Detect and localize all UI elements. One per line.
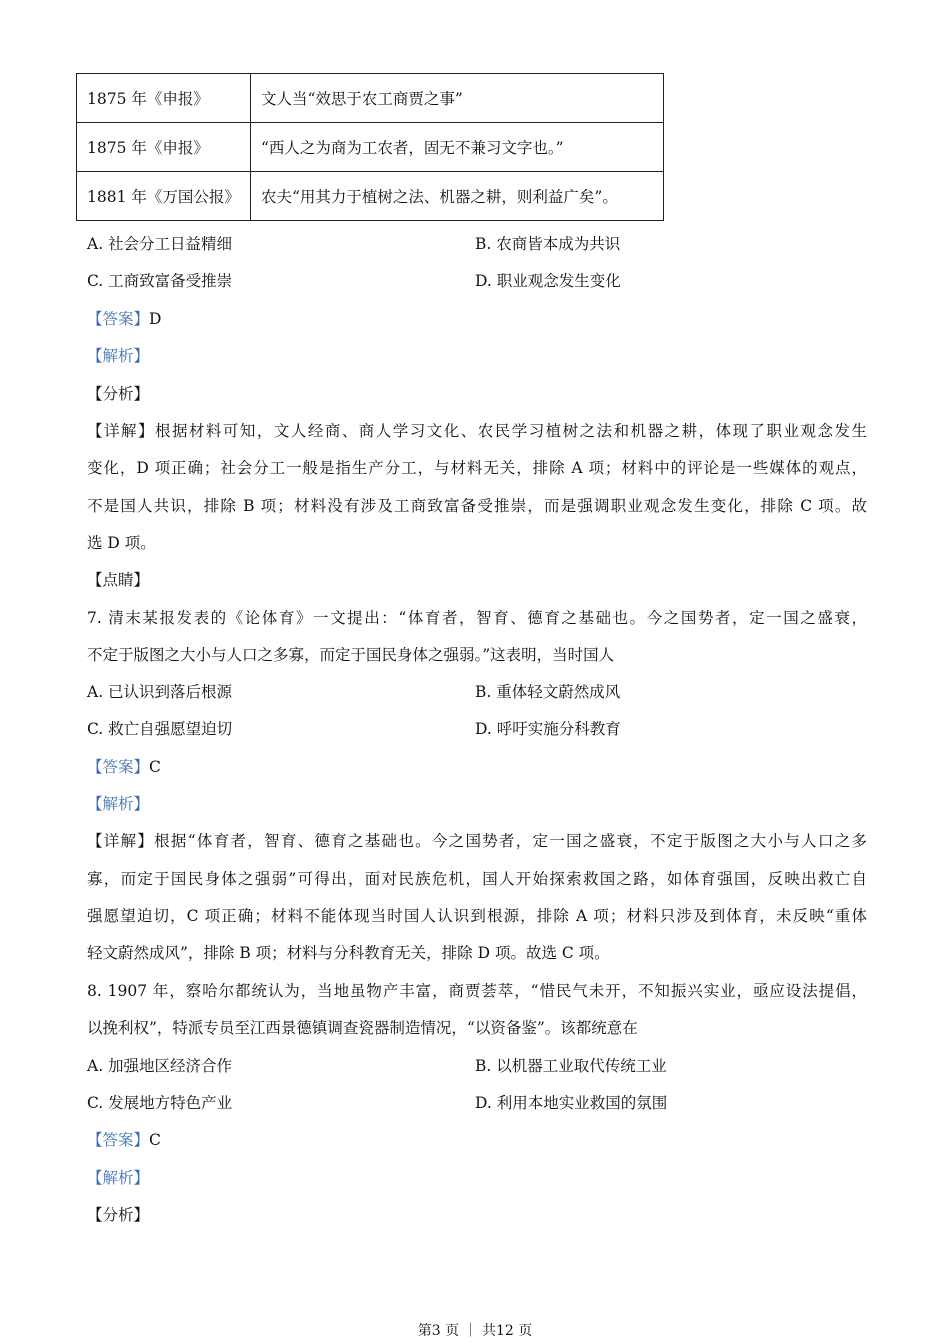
answer-tag: 【答案】 [87, 310, 150, 328]
q6-fenxi-heading [87, 384, 867, 404]
q7-detail-line-1 [87, 831, 867, 851]
q8-option-d: D. 利用本地实业救国的氛围 [475, 1094, 668, 1112]
q6-option-d: D. 职业观念发生变化 [475, 272, 621, 290]
q6-detail-line-4: 选 D 项。 [87, 534, 156, 552]
answer-tag: 【答案】 [87, 1131, 150, 1149]
q7-option-c: C. 救亡自强愿望迫切 [87, 720, 233, 738]
q8-option-a: A. 加强地区经济合作 [87, 1057, 233, 1075]
q7-detail-line-3: 强愿望迫切，C 项正确；材料不能体现当时国人认识到根源，排除 A 项；材料只涉及到体育，未反映“重体 [87, 907, 867, 925]
answer-value: C [149, 1131, 161, 1149]
table-cell-content: 文人当“效思于农工商贾之事” [251, 74, 664, 123]
q7-option-a: A. 已认识到落后根源 [87, 683, 233, 701]
analysis-tag: 【解析】 [87, 1169, 150, 1187]
table-row [77, 74, 664, 123]
q8-option-c: C. 发展地方特色产业 [87, 1094, 233, 1112]
q6-option-b: B. 农商皆本成为共识 [475, 235, 621, 253]
q7-detail-line-4: 轻文蔚然成风”，排除 B 项；材料与分科教育无关，排除 D 项。故选 C 项。 [87, 944, 610, 962]
table-row [77, 123, 664, 172]
q6-option-a: A. 社会分工日益精细 [87, 235, 233, 253]
answer-tag: 【答案】 [87, 758, 150, 776]
table-cell-source: 1881 年《万国公报》 [77, 172, 251, 221]
fenxi-tag: 【分析】 [87, 1206, 150, 1224]
q8-stem-line-2: 以挽利权”，特派专员至江西景德镇调查瓷器制造情况，“以资备鉴”。该都统意在 [87, 1019, 638, 1037]
source-table [76, 73, 664, 221]
q7-analysis-heading [87, 794, 867, 814]
q7-detail-line-2: 寡，而定于国民身体之强弱”可得出，面对民族危机，国人开始探索救国之路，如体育强国，反映出救亡自 [87, 870, 867, 888]
table-cell-source: 1875 年《申报》 [77, 123, 251, 172]
fenxi-tag: 【分析】 [87, 385, 150, 403]
analysis-tag: 【解析】 [87, 795, 150, 813]
q7-stem-line-2: 不定于版图之大小与人口之多寡，而定于国民身体之强弱。”这表明，当时国人 [87, 646, 615, 664]
detail-tag: 【详解】 [87, 832, 155, 850]
table-cell-content: “西人之为商为工农者，固无不兼习文字也。” [251, 123, 664, 172]
q6-answer [87, 309, 867, 329]
analysis-tag: 【解析】 [87, 347, 150, 365]
detail-text: 根据材料可知，文人经商、商人学习文化、农民学习植树之法和机器之耕，体现了职业观念发生 [154, 422, 867, 440]
table-cell-content: 农夫“用其力于植树之法、机器之耕，则利益广矣”。 [251, 172, 664, 221]
detail-tag: 【详解】 [87, 422, 155, 440]
q8-option-b: B. 以机器工业取代传统工业 [475, 1057, 667, 1075]
detail-text: 根据“体育者，智育、德育之基础也。今之国势者，定一国之盛衰，不定于版图之大小与人口之多 [154, 832, 867, 850]
dianjing-tag: 【点睛】 [87, 571, 150, 589]
q8-fenxi-heading [87, 1205, 867, 1225]
answer-value: D [149, 310, 162, 328]
q6-option-c: C. 工商致富备受推崇 [87, 272, 233, 290]
q6-detail-line-2: 变化，D 项正确；社会分工一般是指生产分工，与材料无关，排除 A 项；材料中的评论是一些媒体的观点， [87, 459, 867, 477]
q6-dianjing-heading [87, 570, 867, 590]
q8-stem-line-1: 8. 1907 年，察哈尔都统认为，当地虽物产丰富，商贾荟萃，“惜民气未开，不知振兴实业，亟应设法提倡， [87, 982, 867, 1000]
table-cell-source: 1875 年《申报》 [77, 74, 251, 123]
q7-answer [87, 757, 867, 777]
answer-value: C [149, 758, 161, 776]
q6-detail-line-1 [87, 421, 867, 441]
q7-option-d: D. 呼吁实施分科教育 [475, 720, 621, 738]
q8-analysis-heading [87, 1168, 867, 1188]
page-footer: 第3 页 ｜ 共12 页 [417, 1323, 533, 1339]
q7-stem-line-1: 7. 清末某报发表的《论体育》一文提出：“体育者，智育、德育之基础也。今之国势者，定一国之盛衰， [87, 609, 867, 627]
q8-answer [87, 1130, 867, 1150]
table-row [77, 172, 664, 221]
q6-detail-line-3: 不是国人共识，排除 B 项；材料没有涉及工商致富备受推崇，而是强调职业观念发生变化，排除 C 项。故 [87, 497, 867, 515]
q7-option-b: B. 重体轻文蔚然成风 [475, 683, 621, 701]
q6-analysis-heading [87, 346, 867, 366]
